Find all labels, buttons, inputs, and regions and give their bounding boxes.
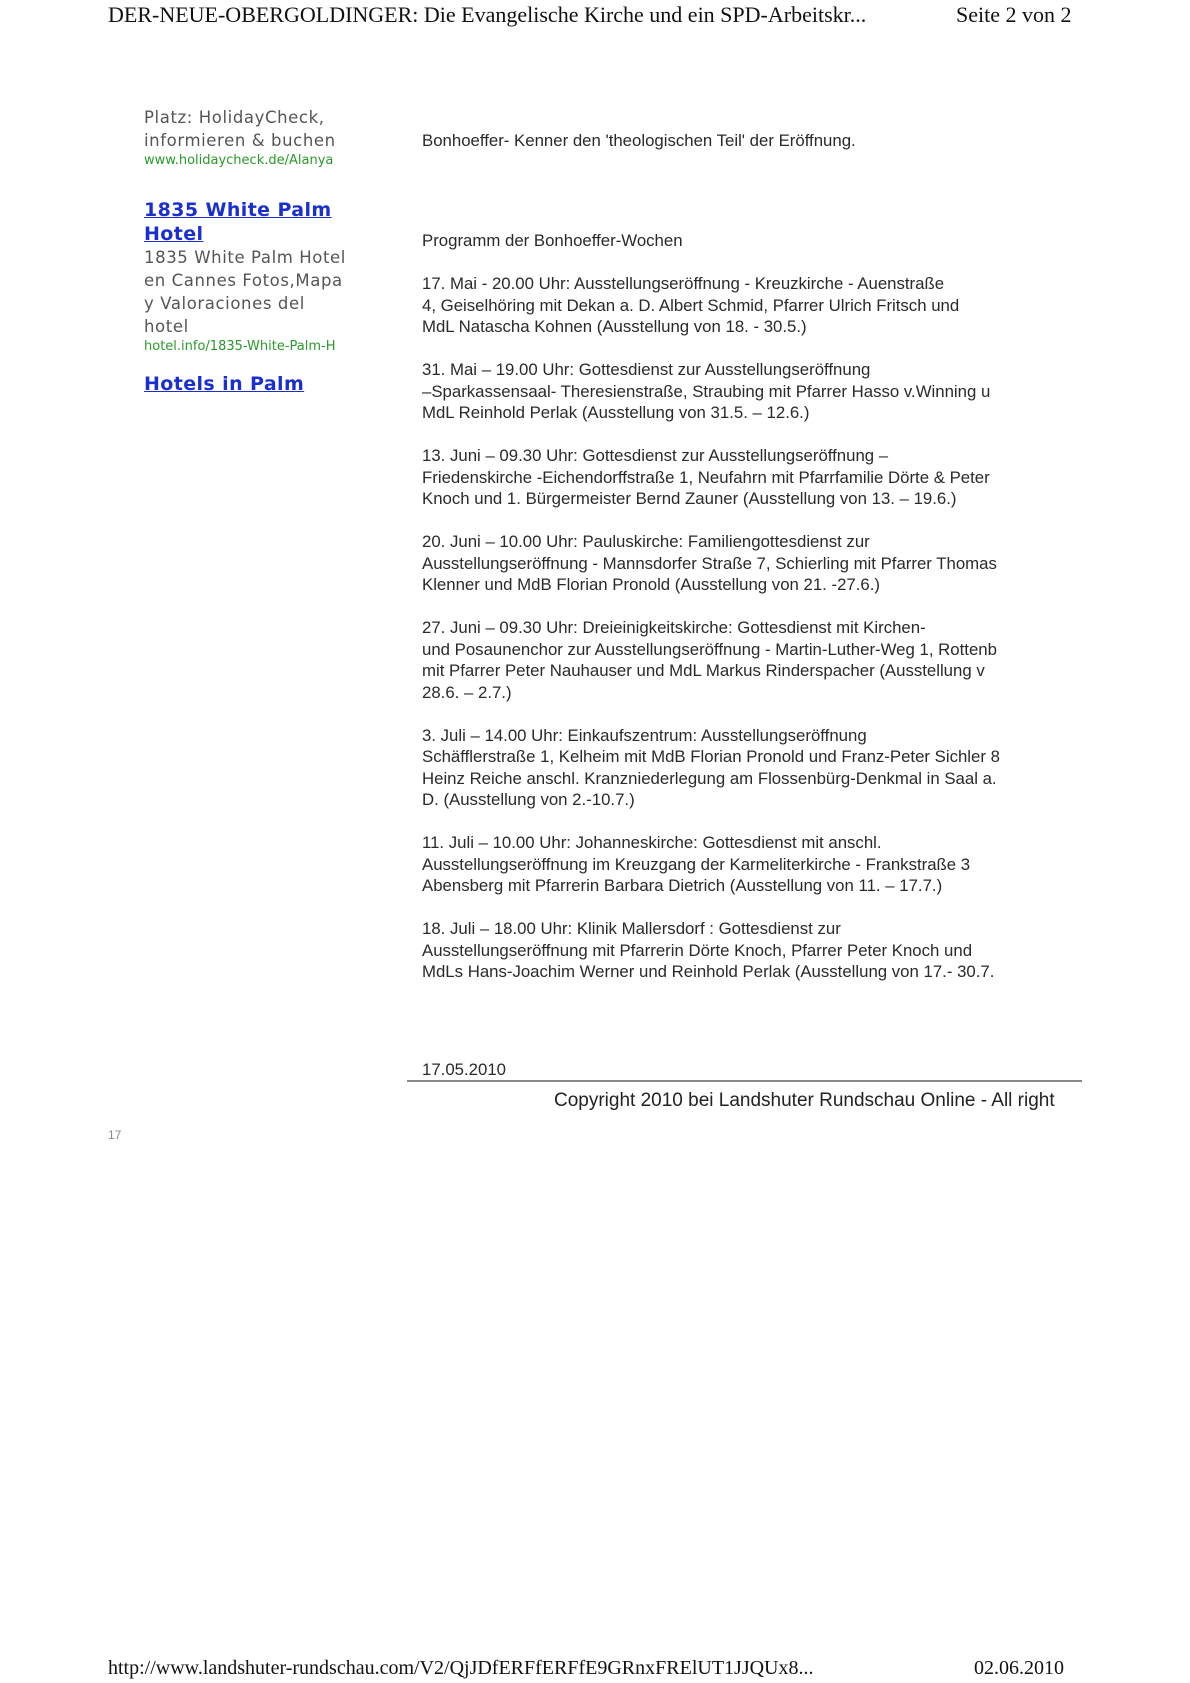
- program-title: Programm der Bonhoeffer-Wochen: [422, 231, 683, 250]
- event-line: Friedenskirche -Eichendorffstraße 1, Neufahrn mit Pfarrfamilie Dörte & Peter: [422, 467, 990, 487]
- event-item: [422, 918, 1082, 983]
- copyright-notice: Copyright 2010 bei Landshuter Rundschau Online - All right: [554, 1090, 1055, 1111]
- ad-url[interactable]: hotel.info/1835-White-Palm-H: [144, 339, 336, 354]
- ad-text-line: 1835 White Palm Hotel: [144, 248, 346, 267]
- print-header-title: DER-NEUE-OBERGOLDINGER: Die Evangelische Kirche und ein SPD-Arbeitskr...: [108, 2, 867, 27]
- event-item: [422, 273, 1082, 338]
- event-line: 28.6. – 2.7.): [422, 682, 512, 702]
- ad-text-line: y Valoraciones del: [144, 294, 305, 313]
- event-line: 20. Juni – 10.00 Uhr: Pauluskirche: Familiengottesdienst zur: [422, 532, 870, 551]
- event-line: MdL Reinhold Perlak (Ausstellung von 31.5. – 12.6.): [422, 403, 810, 422]
- event-line: Abensberg mit Pfarrerin Barbara Dietrich (Ausstellung von 11. – 17.7.): [422, 876, 943, 895]
- event-line: Heinz Reiche anschl. Kranzniederlegung am Flossenbürg-Denkmal in Saal a.: [422, 768, 997, 788]
- event-item: [422, 359, 1082, 424]
- event-line: 17. Mai - 20.00 Uhr: Ausstellungseröffnung - Kreuzkirche - Auenstraße: [422, 274, 945, 293]
- event-item: [422, 725, 1082, 811]
- print-header: [108, 2, 1088, 32]
- event-line: 27. Juni – 09.30 Uhr: Dreieinigkeitskirche: Gottesdienst mit Kirchen-: [422, 618, 926, 637]
- event-line: Ausstellungseröffnung im Kreuzgang der Karmeliterkirche - Frankstraße 3: [422, 854, 971, 874]
- event-line: MdLs Hans-Joachim Werner und Reinhold Perlak (Ausstellung von 17.- 30.7.: [422, 962, 995, 981]
- article-intro: Bonhoeffer- Kenner den 'theologischen Teil' der Eröffnung.: [422, 131, 856, 150]
- event-line: Schäfflerstraße 1, Kelheim mit MdB Florian Pronold und Franz-Peter Sichler 8: [422, 747, 1000, 766]
- event-line: und Posaunenchor zur Ausstellungseröffnung - Martin-Luther-Weg 1, Rottenb: [422, 639, 997, 659]
- print-footer-date: 02.06.2010: [974, 1657, 1064, 1679]
- event-item: [422, 445, 1082, 510]
- ad-holidaycheck[interactable]: [144, 106, 374, 169]
- ad-title-link[interactable]: Hotel: [144, 223, 204, 245]
- event-line: 3. Juli – 14.00 Uhr: Einkaufszentrum: Ausstellungseröffnung: [422, 725, 867, 745]
- event-line: 13. Juni – 09.30 Uhr: Gottesdienst zur Ausstellungseröffnung –: [422, 446, 889, 465]
- ad-text-line: hotel: [144, 317, 189, 336]
- print-header-page: Seite 2 von 2: [956, 2, 1072, 27]
- event-item: [422, 531, 1082, 596]
- event-line: 18. Juli – 18.00 Uhr: Klinik Mallersdorf : Gottesdienst zur: [422, 919, 841, 938]
- ad-title-link[interactable]: 1835 White Palm: [144, 199, 332, 221]
- page-number: 17: [108, 1128, 122, 1142]
- event-line: 31. Mai – 19.00 Uhr: Gottesdienst zur Ausstellungseröffnung: [422, 360, 871, 379]
- event-line: 11. Juli – 10.00 Uhr: Johanneskirche: Gottesdienst mit anschl.: [422, 833, 882, 852]
- divider: [407, 1080, 1082, 1082]
- ad-url[interactable]: www.holidaycheck.de/Alanya: [144, 153, 334, 168]
- ad-text-line: Platz: HolidayCheck,: [144, 108, 325, 127]
- print-footer: [108, 1657, 1088, 1680]
- event-line: D. (Ausstellung von 2.-10.7.): [422, 790, 635, 809]
- ad-hotels-in-palm[interactable]: [144, 372, 304, 396]
- event-list: [422, 273, 1082, 1004]
- event-line: Klenner und MdB Florian Pronold (Ausstellung von 21. -27.6.): [422, 575, 881, 594]
- event-line: –Sparkassensaal- Theresienstraße, Straubing mit Pfarrer Hasso v.Winning u: [422, 381, 991, 401]
- ad-text-line: informieren & buchen: [144, 131, 336, 150]
- ad-text-line: en Cannes Fotos,Mapa: [144, 271, 343, 290]
- print-footer-url: http://www.landshuter-rundschau.com/V2/QjJDfERFfERFfE9GRnxFRElUT1JJQUx8...: [108, 1657, 814, 1679]
- event-item: [422, 617, 1082, 703]
- ad-title-link[interactable]: Hotels in Palm: [144, 373, 305, 395]
- event-line: Ausstellungseröffnung - Mannsdorfer Straße 7, Schierling mit Pfarrer Thomas: [422, 553, 997, 573]
- ad-white-palm-hotel[interactable]: [144, 198, 384, 355]
- event-line: mit Pfarrer Peter Nauhauser und MdL Markus Rinderspacher (Ausstellung v: [422, 661, 985, 680]
- event-line: 4, Geiselhöring mit Dekan a. D. Albert Schmid, Pfarrer Ulrich Fritsch und: [422, 295, 960, 315]
- event-line: Knoch und 1. Bürgermeister Bernd Zauner (Ausstellung von 13. – 19.6.): [422, 489, 957, 508]
- event-line: Ausstellungseröffnung mit Pfarrerin Dörte Knoch, Pfarrer Peter Knoch und: [422, 940, 973, 960]
- event-line: MdL Natascha Kohnen (Ausstellung von 18. - 30.5.): [422, 317, 807, 336]
- event-item: [422, 832, 1082, 897]
- article-date: 17.05.2010: [422, 1060, 506, 1079]
